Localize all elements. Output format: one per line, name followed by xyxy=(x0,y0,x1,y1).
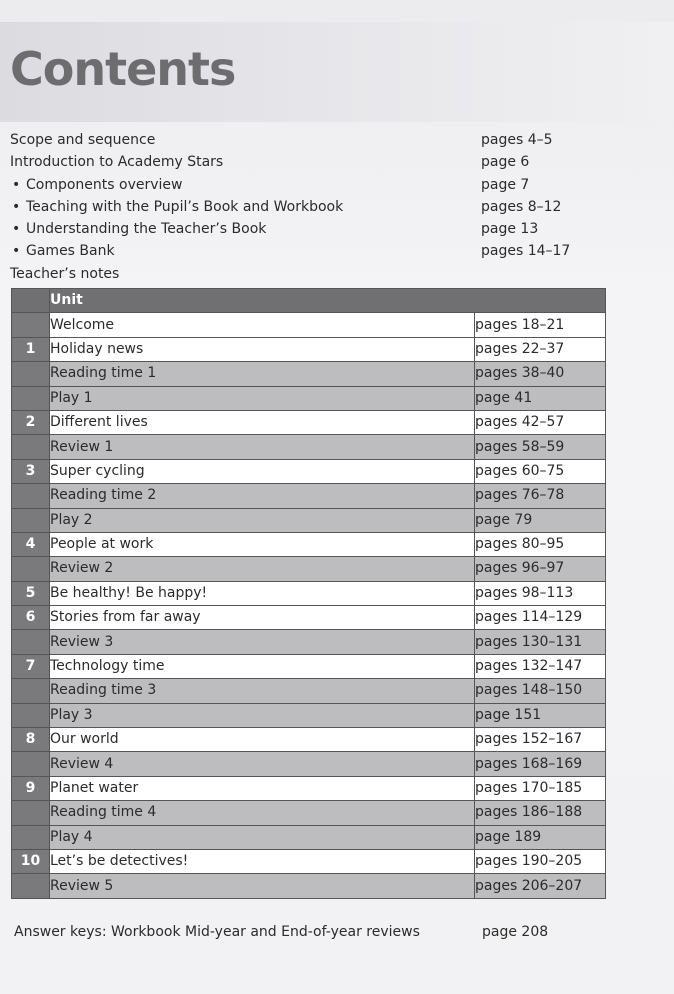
intro-row xyxy=(10,263,610,285)
intro-row xyxy=(10,174,610,196)
table-row xyxy=(12,313,606,337)
unit-number: 2 xyxy=(12,410,50,434)
unit-pages: pages 170–185 xyxy=(475,776,606,800)
intro-label-text: Games Bank xyxy=(26,243,115,260)
table-row xyxy=(12,362,606,386)
unit-pages: pages 22–37 xyxy=(475,337,606,361)
table-row xyxy=(12,532,606,556)
table-row xyxy=(12,703,606,727)
table-row xyxy=(12,728,606,752)
unit-title: Reading time 1 xyxy=(50,362,475,386)
intro-pages: pages 14–17 xyxy=(481,243,571,260)
unit-pages: pages 42–57 xyxy=(475,410,606,434)
unit-title: Review 5 xyxy=(50,874,475,898)
table-row xyxy=(12,874,606,898)
unit-number: 5 xyxy=(12,581,50,605)
unit-title: Let’s be detectives! xyxy=(50,849,475,873)
unit-title: Planet water xyxy=(50,776,475,800)
intro-label xyxy=(12,196,343,218)
unit-number xyxy=(12,630,50,654)
intro-label xyxy=(10,263,119,285)
unit-number: 10 xyxy=(12,849,50,873)
header-num-cell xyxy=(12,289,50,313)
unit-title: Play 4 xyxy=(50,825,475,849)
unit-pages: pages 98–113 xyxy=(475,581,606,605)
unit-pages: pages 148–150 xyxy=(475,679,606,703)
unit-title: Play 1 xyxy=(50,386,475,410)
unit-pages: pages 38–40 xyxy=(475,362,606,386)
unit-title: Reading time 2 xyxy=(50,484,475,508)
unit-number: 7 xyxy=(12,654,50,678)
unit-title: Welcome xyxy=(50,313,475,337)
unit-number xyxy=(12,386,50,410)
table-row xyxy=(12,654,606,678)
unit-number xyxy=(12,874,50,898)
unit-title: Holiday news xyxy=(50,337,475,361)
unit-pages: pages 114–129 xyxy=(475,606,606,630)
table-row xyxy=(12,606,606,630)
unit-pages: pages 130–131 xyxy=(475,630,606,654)
unit-number: 6 xyxy=(12,606,50,630)
unit-number xyxy=(12,825,50,849)
unit-pages: pages 206–207 xyxy=(475,874,606,898)
unit-number xyxy=(12,362,50,386)
intro-label-text: Scope and sequence xyxy=(10,132,156,148)
intro-row xyxy=(10,218,610,240)
answer-keys-pages: page 208 xyxy=(482,924,549,940)
table-row xyxy=(12,825,606,849)
unit-number xyxy=(12,752,50,776)
intro-label xyxy=(12,174,182,196)
unit-number xyxy=(12,313,50,337)
intro-label-text: Teaching with the Pupil’s Book and Workbook xyxy=(26,198,344,215)
unit-number xyxy=(12,557,50,581)
units-table xyxy=(11,288,606,899)
unit-title: Reading time 4 xyxy=(50,801,475,825)
table-row xyxy=(12,484,606,508)
table-row xyxy=(12,752,606,776)
unit-number xyxy=(12,703,50,727)
unit-title: Review 4 xyxy=(50,752,475,776)
unit-number: 9 xyxy=(12,776,50,800)
unit-pages: pages 60–75 xyxy=(475,459,606,483)
unit-pages: pages 76–78 xyxy=(475,484,606,508)
intro-label-text: Understanding the Teacher’s Book xyxy=(26,221,267,238)
bullet-icon: • xyxy=(12,176,21,193)
table-row xyxy=(12,508,606,532)
table-row xyxy=(12,776,606,800)
unit-pages: pages 190–205 xyxy=(475,849,606,873)
intro-label xyxy=(10,151,223,173)
unit-title: Technology time xyxy=(50,654,475,678)
table-row xyxy=(12,337,606,361)
table-row xyxy=(12,849,606,873)
table-row xyxy=(12,581,606,605)
intro-label-text: Teacher’s notes xyxy=(10,265,120,282)
intro-list xyxy=(10,129,610,285)
table-row xyxy=(12,435,606,459)
unit-title: Super cycling xyxy=(50,459,475,483)
unit-pages: pages 18–21 xyxy=(475,313,606,337)
unit-title: Play 3 xyxy=(50,703,475,727)
answer-keys-label: Answer keys: Workbook Mid-year and End-of-year reviews xyxy=(14,924,420,940)
unit-pages: pages 168–169 xyxy=(475,752,606,776)
unit-title: Reading time 3 xyxy=(50,679,475,703)
unit-number xyxy=(12,508,50,532)
unit-title: Review 3 xyxy=(50,630,475,654)
table-row xyxy=(12,459,606,483)
intro-label-text: Introduction to Academy Stars xyxy=(10,154,224,171)
unit-title: Stories from far away xyxy=(50,606,475,630)
header-unit-label: Unit xyxy=(50,289,606,313)
table-row xyxy=(12,679,606,703)
unit-pages: pages 186–188 xyxy=(475,801,606,825)
intro-pages: pages 8–12 xyxy=(481,198,562,215)
unit-title: Play 2 xyxy=(50,508,475,532)
intro-row xyxy=(10,196,610,218)
page-title: Contents xyxy=(10,42,236,96)
unit-pages: pages 132–147 xyxy=(475,654,606,678)
unit-pages: pages 58–59 xyxy=(475,435,606,459)
table-row xyxy=(12,801,606,825)
unit-title: Be healthy! Be happy! xyxy=(50,581,475,605)
unit-number: 4 xyxy=(12,532,50,556)
unit-pages: pages 80–95 xyxy=(475,532,606,556)
intro-row xyxy=(10,151,610,173)
table-row xyxy=(12,386,606,410)
unit-number xyxy=(12,484,50,508)
bullet-icon: • xyxy=(12,243,21,260)
table-row xyxy=(12,630,606,654)
bullet-icon: • xyxy=(12,221,21,238)
units-table-header xyxy=(12,289,606,313)
unit-number xyxy=(12,801,50,825)
unit-pages: page 189 xyxy=(475,825,606,849)
unit-title: Different lives xyxy=(50,410,475,434)
unit-title: Our world xyxy=(50,728,475,752)
intro-pages: page 6 xyxy=(481,154,530,171)
intro-pages: page 7 xyxy=(481,176,530,193)
intro-label xyxy=(10,129,155,151)
unit-number: 8 xyxy=(12,728,50,752)
unit-title: Review 2 xyxy=(50,557,475,581)
unit-pages: pages 152–167 xyxy=(475,728,606,752)
unit-pages: page 79 xyxy=(475,508,606,532)
intro-label-text: Components overview xyxy=(26,176,183,193)
unit-title: People at work xyxy=(50,532,475,556)
intro-label xyxy=(12,218,266,240)
unit-pages: page 151 xyxy=(475,703,606,727)
unit-pages: pages 96–97 xyxy=(475,557,606,581)
table-row xyxy=(12,410,606,434)
intro-row xyxy=(10,129,610,151)
unit-number xyxy=(12,679,50,703)
unit-number: 3 xyxy=(12,459,50,483)
intro-pages: page 13 xyxy=(481,221,539,238)
unit-number xyxy=(12,435,50,459)
unit-pages: page 41 xyxy=(475,386,606,410)
unit-number: 1 xyxy=(12,337,50,361)
intro-label xyxy=(12,240,115,262)
intro-row xyxy=(10,240,610,262)
bullet-icon: • xyxy=(12,198,21,215)
table-row xyxy=(12,557,606,581)
unit-title: Review 1 xyxy=(50,435,475,459)
intro-pages: pages 4–5 xyxy=(481,132,553,148)
